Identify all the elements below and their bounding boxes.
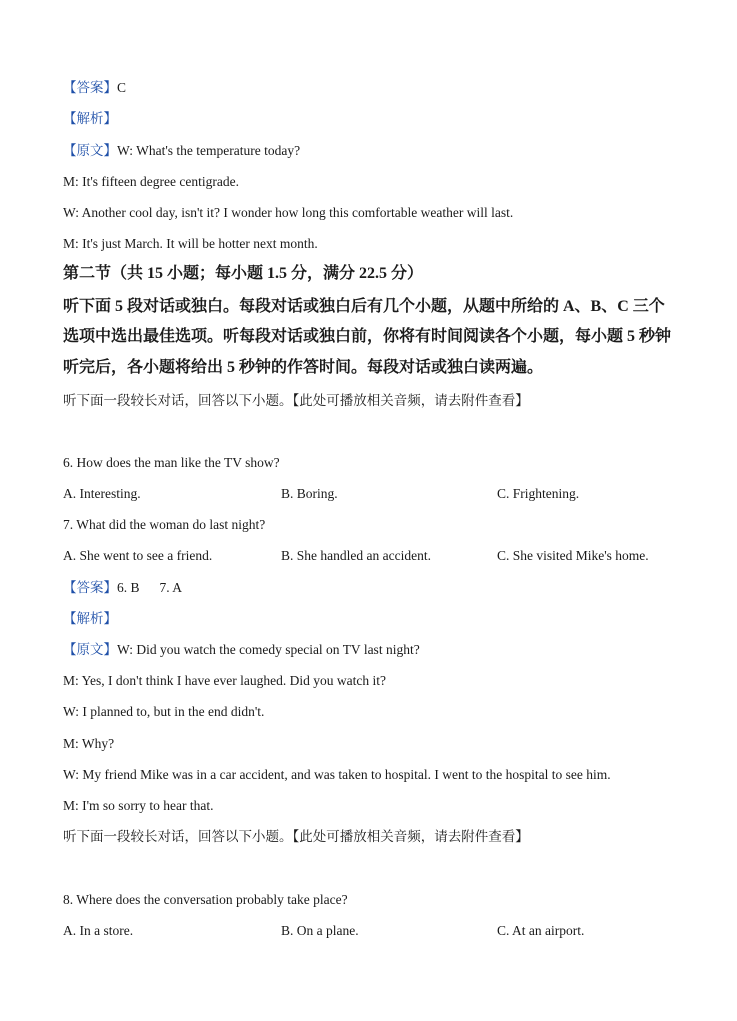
dialog-intro: 听下面一段较长对话，回答以下小题。【此处可播放相关音频，请去附件查看】 [63, 829, 529, 844]
option-a: A. Interesting. [63, 486, 141, 501]
dialog-intro: 听下面一段较长对话，回答以下小题。【此处可播放相关音频，请去附件查看】 [63, 393, 529, 408]
section-instructions: 选项中选出最佳选项。听每段对话或独白前，你将有时间阅读各个小题，每小题 5 秒钟 [63, 328, 672, 345]
transcript-line: M: Yes, I don't think I have ever laughed. Did you watch it? [63, 673, 386, 688]
answer-7: 7. A [159, 580, 183, 595]
option-c: C. She visited Mike's home. [497, 548, 649, 563]
answer-line-6-7 [63, 579, 182, 597]
option-b: B. She handled an accident. [281, 548, 431, 563]
section-instructions: 听下面 5 段对话或独白。每段对话或独白后有几个小题，从题中所给的 A、B、C 三个 [63, 298, 665, 315]
question-stem: 7. What did the woman do last night? [63, 517, 266, 532]
analysis-tag: 【解析】 [63, 611, 117, 626]
option-b: B. On a plane. [281, 923, 359, 938]
analysis-tag: 【解析】 [63, 111, 117, 126]
original-tag: 【原文】 [63, 642, 117, 657]
transcript-line: M: It's fifteen degree centigrade. [63, 174, 239, 189]
section-title: 第二节（共 15 小题；每小题 1.5 分，满分 22.5 分） [63, 265, 424, 282]
transcript-line: M: It's just March. It will be hotter next month. [63, 236, 318, 251]
answer-line-5 [63, 79, 126, 97]
answer-tag: 【答案】 [63, 580, 117, 595]
question-stem: 8. Where does the conversation probably take place? [63, 892, 348, 907]
option-c: C. Frightening. [497, 486, 580, 501]
transcript-line: M: Why? [63, 736, 115, 751]
transcript-line: W: I planned to, but in the end didn't. [63, 704, 265, 719]
transcript-line: W: My friend Mike was in a car accident, and was taken to hospital. I went to the hospital to see him. [63, 767, 611, 782]
transcript-line: 【原文】W: Did you watch the comedy special on TV last night? [63, 642, 420, 657]
answer-6: 6. B [117, 580, 140, 595]
option-b: B. Boring. [281, 486, 338, 501]
transcript-line: M: I'm so sorry to hear that. [63, 798, 214, 813]
answer-value: C [117, 80, 127, 95]
option-a: A. In a store. [63, 923, 134, 938]
option-a: A. She went to see a friend. [63, 548, 213, 563]
transcript-line: W: Another cool day, isn't it? I wonder how long this comfortable weather will last. [63, 205, 514, 220]
transcript-line: 【原文】W: What's the temperature today? [63, 143, 301, 158]
option-c: C. At an airport. [497, 923, 585, 938]
original-tag: 【原文】 [63, 143, 117, 158]
question-stem: 6. How does the man like the TV show? [63, 455, 280, 470]
answer-tag: 【答案】 [63, 80, 117, 95]
section-instructions: 听完后，各小题将给出 5 秒钟的作答时间。每段对话或独白读两遍。 [63, 359, 544, 376]
